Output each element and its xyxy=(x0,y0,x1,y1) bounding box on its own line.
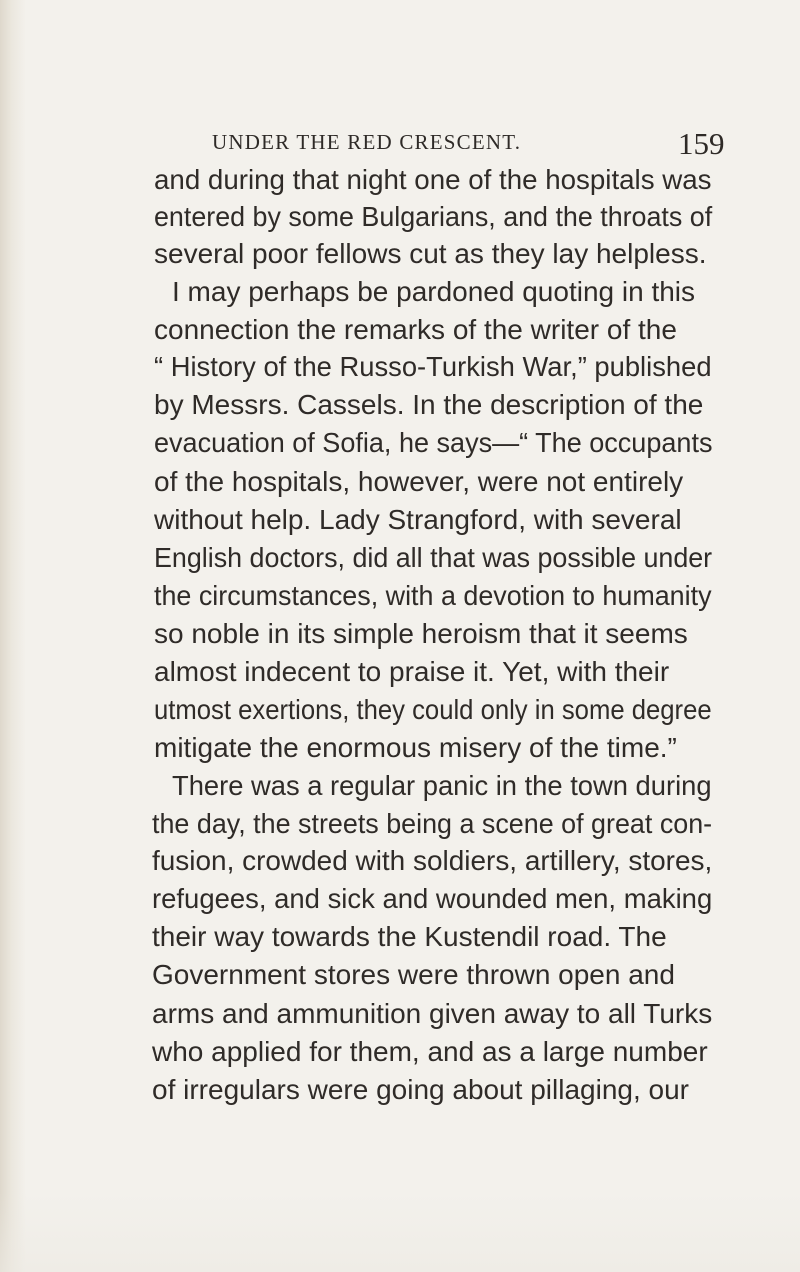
running-title: UNDER THE RED CRESCENT. xyxy=(212,130,522,154)
text-line: evacuation of Sofia, he says—“ The occupants xyxy=(154,427,713,458)
text-line: the circumstances, with a devotion to humanity xyxy=(154,580,712,611)
text-line: without help. Lady Strangford, with several xyxy=(154,504,682,535)
text-line: utmost exertions, they could only in some degree xyxy=(154,694,712,725)
page-edge-shadow xyxy=(0,0,26,1272)
text-line: “ History of the Russo-Turkish War,” published xyxy=(154,351,712,382)
text-line: There was a regular panic in the town during xyxy=(172,770,712,801)
text-line: their way towards the Kustendil road. The xyxy=(152,921,667,952)
page-bottom-shade xyxy=(0,1192,800,1272)
text-line: fusion, crowded with soldiers, artillery, stores, xyxy=(152,845,713,876)
page-number: 159 xyxy=(678,126,725,161)
text-line: several poor fellows cut as they lay helpless. xyxy=(154,238,707,269)
text-line: of the hospitals, however, were not entirely xyxy=(154,466,684,497)
text-line: refugees, and sick and wounded men, making xyxy=(152,883,713,914)
text-line: Government stores were thrown open and xyxy=(152,959,675,990)
text-line: entered by some Bulgarians, and the throats of xyxy=(154,201,713,232)
text-line: almost indecent to praise it. Yet, with their xyxy=(154,656,670,687)
text-line: I may perhaps be pardoned quoting in this xyxy=(172,276,696,307)
text-line: arms and ammunition given away to all Turks xyxy=(152,998,713,1029)
text-line: by Messrs. Cassels. In the description of the xyxy=(154,389,704,420)
text-line: connection the remarks of the writer of the xyxy=(154,314,677,345)
text-line: English doctors, did all that was possible under xyxy=(154,542,713,573)
text-line: so noble in its simple heroism that it seems xyxy=(154,618,688,649)
text-line: of irregulars were going about pillaging, our xyxy=(152,1074,689,1105)
text-line: who applied for them, and as a large number xyxy=(152,1036,708,1067)
text-line: the day, the streets being a scene of great con- xyxy=(152,808,713,839)
text-line: and during that night one of the hospitals was xyxy=(154,164,712,195)
text-line: mitigate the enormous misery of the time.” xyxy=(154,732,677,763)
